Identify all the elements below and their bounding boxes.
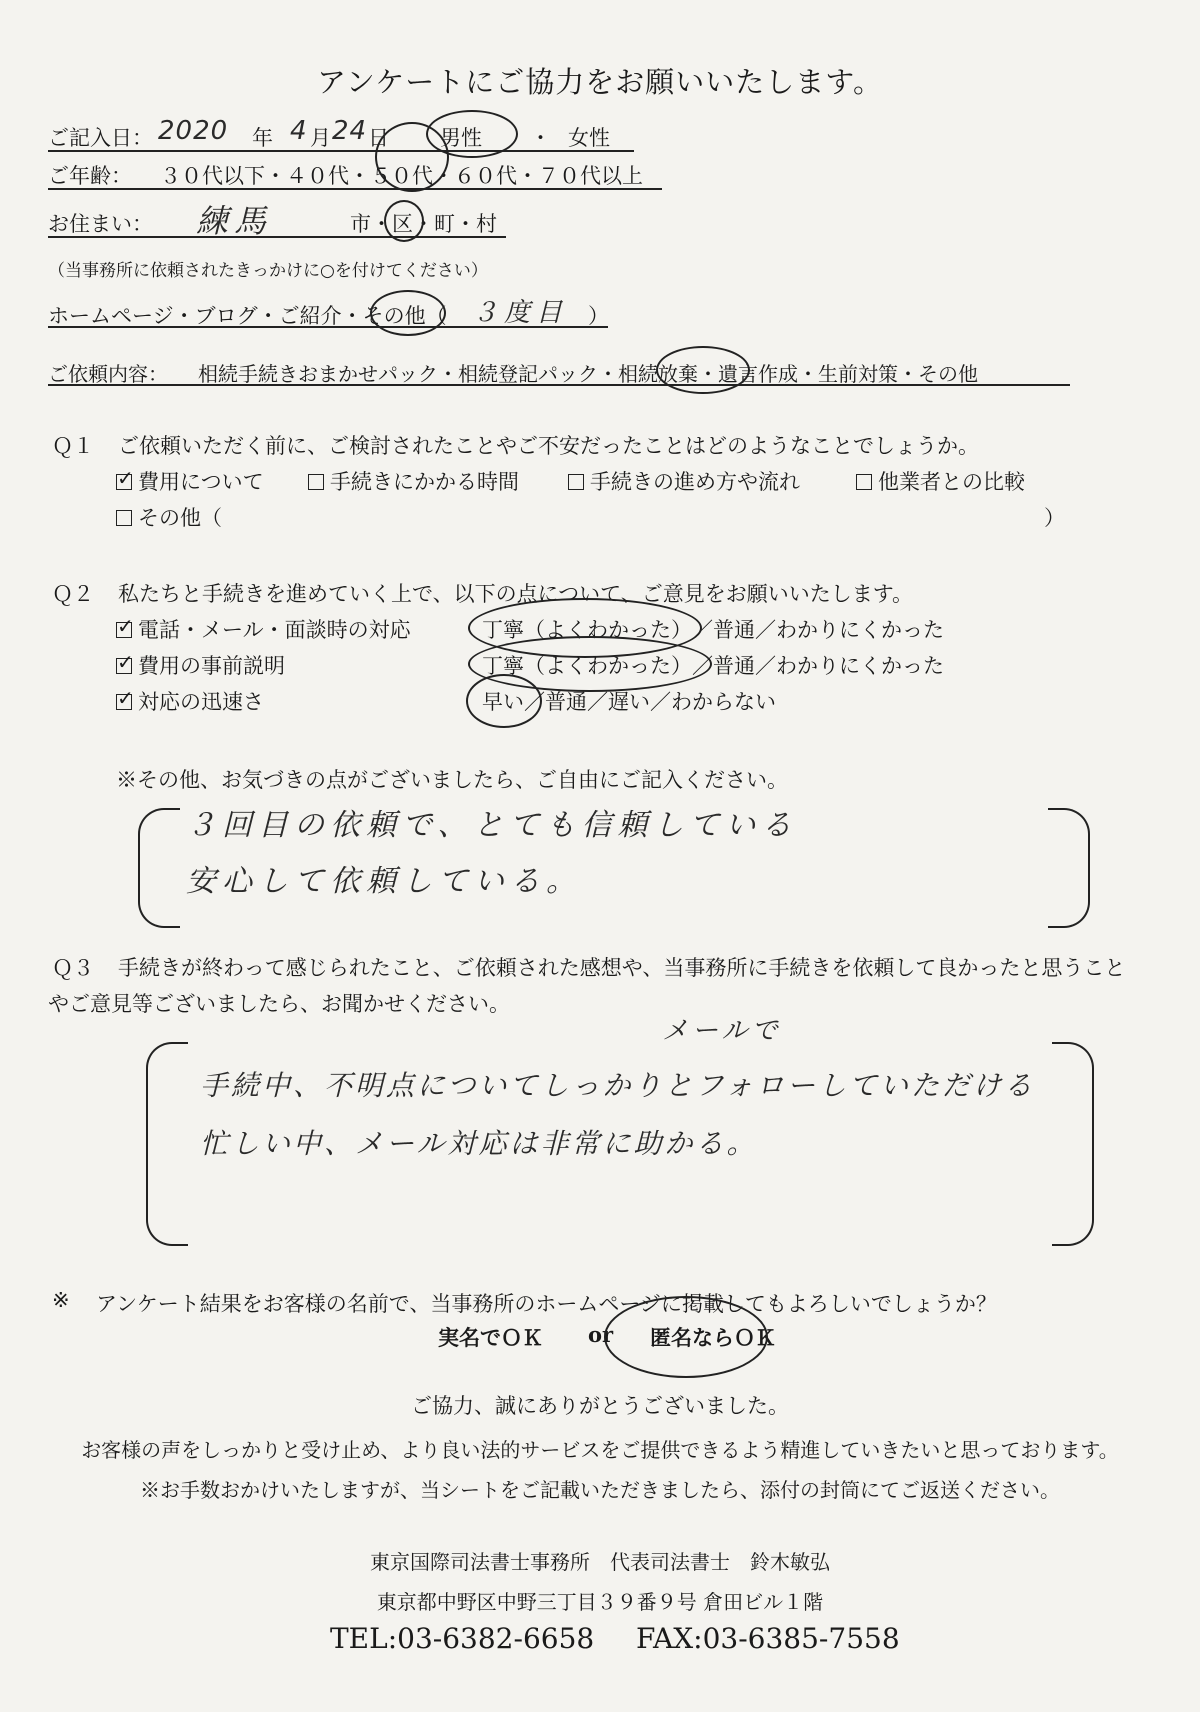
request-label: ご依頼内容：	[48, 362, 168, 386]
footer-office: 東京国際司法書士事務所 代表司法書士 鈴木敏弘	[370, 1550, 830, 1574]
q1-checkbox-checked[interactable]	[116, 474, 132, 490]
q1-question: ご依頼いただく前に、ご検討されたことやご不安だったことはどのようなことでしょうか。	[118, 434, 979, 458]
q2-number: Ｑ２	[52, 582, 94, 606]
q2-checkbox-checked[interactable]	[116, 622, 132, 638]
footer-fax: FAX:03-6385-7558	[636, 1622, 900, 1655]
q2-row-contact: ✓電話・メール・面談時の対応	[116, 614, 411, 644]
gender-separator: ・	[530, 126, 551, 150]
gender-female-option[interactable]: 女性	[568, 126, 610, 150]
date-underline	[48, 150, 634, 152]
date-year-value: 2020	[158, 116, 229, 146]
q1-checkbox[interactable]	[568, 474, 584, 490]
q3-number: Ｑ３	[52, 956, 94, 980]
date-day-unit: 日	[368, 126, 389, 150]
referral-options[interactable]: ホームページ・ブログ・ご紹介・その他（	[48, 304, 447, 328]
referral-close: ）	[588, 304, 609, 328]
q1-other-close: ）	[1044, 506, 1065, 530]
q3-answer-bracket-right	[1052, 1042, 1094, 1246]
publish-or: or	[588, 1322, 614, 1347]
closing-line-2: お客様の声をしっかりと受け止め、より良い法的サービスをご提供できるよう精進していきたいと思っております。	[81, 1438, 1119, 1462]
date-month-unit: 月	[310, 126, 331, 150]
footer-tel: TEL:03-6382-6658	[330, 1622, 595, 1655]
q2-row-cost-options[interactable]: 丁寧（よくわかった）／普通／わかりにくかった	[482, 654, 944, 678]
q2-comment-bracket-right	[1048, 808, 1090, 928]
q2-question: 私たちと手続きを進めていく上で、以下の点について、ご意見をお願いいたします。	[118, 582, 914, 606]
q2-checkbox-checked[interactable]	[116, 658, 132, 674]
q2-checkbox-checked[interactable]	[116, 694, 132, 710]
referral-underline	[48, 326, 608, 328]
date-day-value: 24	[332, 116, 368, 146]
age-underline	[48, 188, 662, 190]
publish-question: アンケート結果をお客様の名前で、当事務所のホームページに掲載してもよろしいでしょうか？	[96, 1292, 997, 1316]
q2-row-speed-options[interactable]: 早い／普通／遅い／わからない	[482, 690, 776, 714]
closing-line-3: ※お手数おかけいたしますが、当シートをご記載いただきましたら、添付の封筒にてご返送ください。	[140, 1478, 1060, 1502]
q1-number: Ｑ１	[52, 434, 94, 458]
q2-comment-prompt: ※その他、お気づきの点がございましたら、ご自由にご記入ください。	[116, 768, 788, 792]
publish-option-anonymous[interactable]: 匿名ならＯＫ	[650, 1325, 776, 1350]
q3-answer-line-1[interactable]: 手続中、不明点についてしっかりとフォローしていただける	[200, 1069, 1036, 1102]
residence-label: お住まい：	[48, 212, 153, 236]
request-options[interactable]: 相続手続きおまかせパック・相続登記パック・相続放棄・遺言作成・生前対策・その他	[198, 362, 978, 386]
q1-option-compare[interactable]: 他業者との比較	[856, 466, 1025, 496]
q3-answer-bracket-left	[146, 1042, 188, 1246]
gender-male-option[interactable]: 男性	[440, 126, 482, 150]
date-label: ご記入日：	[48, 126, 153, 150]
q2-comment-line-1[interactable]: ３回目の依頼で、とても信頼している	[186, 808, 798, 843]
residence-underline	[48, 236, 506, 238]
age-label: ご年齢：	[48, 164, 132, 188]
publish-mark: ※	[52, 1288, 70, 1312]
q2-row-speed: ✓対応の迅速さ	[116, 686, 264, 716]
q3-insert-note: メールで	[662, 1016, 782, 1046]
q2-comment-bracket-left	[138, 808, 180, 928]
date-year-unit: 年	[252, 126, 273, 150]
footer-address: 東京都中野区中野三丁目３９番９号 倉田ビル１階	[376, 1590, 824, 1614]
referral-other-value: ３度目	[472, 298, 569, 328]
age-options[interactable]: ３０代以下・４０代・５０代・６０代・７０代以上	[160, 164, 643, 188]
publish-option-real-name[interactable]: 実名でＯＫ	[438, 1325, 543, 1350]
q1-option-cost[interactable]: ✓費用について	[116, 466, 264, 496]
q1-checkbox[interactable]	[116, 510, 132, 526]
residence-value: 練馬	[196, 202, 273, 240]
q1-option-other[interactable]: その他（	[116, 502, 222, 532]
request-underline	[48, 384, 1070, 386]
q2-row-cost: ✓費用の事前説明	[116, 650, 285, 680]
q1-checkbox[interactable]	[856, 474, 872, 490]
q1-option-time[interactable]: 手続きにかかる時間	[308, 466, 519, 496]
q2-comment-line-2[interactable]: 安心して依頼している。	[186, 864, 582, 899]
q1-checkbox[interactable]	[308, 474, 324, 490]
q3-answer-line-2[interactable]: 忙しい中、メール対応は非常に助かる。	[200, 1127, 758, 1160]
date-month-value: 4	[290, 116, 307, 146]
q3-question-line-1: 手続きが終わって感じられたこと、ご依頼された感想や、当事務所に手続きを依頼して良かったと思うこと	[118, 956, 1126, 980]
q3-question-line-2: やご意見等ございましたら、お聞かせください。	[48, 992, 510, 1016]
closing-thanks: ご協力、誠にありがとうございました。	[411, 1394, 789, 1418]
q2-row-contact-options[interactable]: 丁寧（よくわかった）／普通／わかりにくかった	[482, 618, 944, 642]
referral-note: （当事務所に依頼されたきっかけに○を付けてください）	[48, 261, 488, 281]
residence-units[interactable]: 市・区・町・村	[350, 212, 497, 236]
q1-option-process[interactable]: 手続きの進め方や流れ	[568, 466, 800, 496]
page-title: アンケートにご協力をお願いいたします。	[317, 65, 883, 99]
